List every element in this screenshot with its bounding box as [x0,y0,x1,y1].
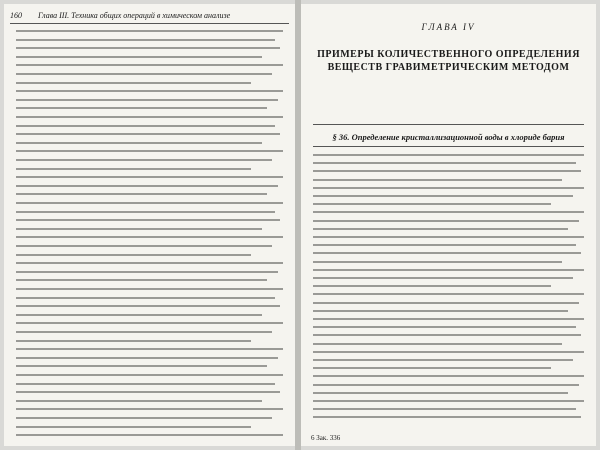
text-line-placeholder [16,288,283,290]
text-line-placeholder [313,228,568,230]
text-line-placeholder [313,334,581,336]
page-number: 160 [10,11,22,20]
right-page [301,4,596,446]
text-line-placeholder [16,426,251,428]
text-line-placeholder [313,244,576,246]
text-line-placeholder [16,400,262,402]
section-rule-bottom [313,146,584,147]
text-line-placeholder [313,367,551,369]
text-line-placeholder [313,302,579,304]
text-line-placeholder [313,392,568,394]
text-line-placeholder [16,159,272,161]
text-line-placeholder [16,202,283,204]
text-line-placeholder [313,211,584,213]
text-line-placeholder [16,408,283,410]
text-line-placeholder [16,116,283,118]
left-running-header [4,10,295,22]
text-line-placeholder [313,285,551,287]
text-line-placeholder [16,297,275,299]
text-line-placeholder [16,236,283,238]
text-line-placeholder [313,400,584,402]
text-line-placeholder [16,262,283,264]
text-line-placeholder [313,318,584,320]
text-line-placeholder [16,348,283,350]
text-line-placeholder [313,220,579,222]
text-line-placeholder [16,185,278,187]
section-rule-top [313,124,584,125]
text-line-placeholder [16,254,251,256]
text-line-placeholder [16,150,283,152]
text-line-placeholder [313,187,584,189]
text-line-placeholder [16,193,267,195]
text-line-placeholder [313,343,562,345]
text-line-placeholder [313,277,573,279]
text-line-placeholder [16,82,251,84]
text-line-placeholder [16,142,262,144]
text-line-placeholder [16,56,262,58]
text-line-placeholder [16,133,280,135]
text-line-placeholder [313,179,562,181]
text-line-placeholder [313,384,579,386]
text-line-placeholder [16,365,267,367]
text-line-placeholder [16,391,280,393]
text-line-placeholder [16,211,275,213]
text-line-placeholder [16,314,262,316]
text-line-placeholder [16,374,283,376]
text-line-placeholder [16,271,278,273]
text-line-placeholder [16,279,267,281]
text-line-placeholder [16,219,280,221]
text-line-placeholder [313,269,584,271]
chapter-heading: ПРИМЕРЫ КОЛИЧЕСТВЕННОГО ОПРЕДЕЛЕНИЯ ВЕЩЕСТВ ГРАВИМЕТРИЧЕСКИМ МЕТОДОМ [317,49,580,73]
text-line-placeholder [16,322,283,324]
text-line-placeholder [313,162,576,164]
text-line-placeholder [16,30,283,32]
text-line-placeholder [16,357,278,359]
text-line-placeholder [313,203,551,205]
text-line-placeholder [313,326,576,328]
text-line-placeholder [16,47,280,49]
header-rule [10,23,289,24]
text-line-placeholder [16,228,262,230]
text-line-placeholder [16,125,275,127]
text-line-placeholder [16,176,283,178]
section-title: § 36. Определение кристаллизационной воды в хлориде бария [332,132,565,142]
text-line-placeholder [313,359,573,361]
text-line-placeholder [313,236,584,238]
text-line-placeholder [16,340,251,342]
chapter-label: ГЛАВА IV [421,22,476,32]
text-line-placeholder [16,245,272,247]
text-line-placeholder [16,107,267,109]
text-line-placeholder [16,331,272,333]
text-line-placeholder [313,293,584,295]
text-line-placeholder [313,416,581,418]
left-page [4,4,295,446]
signature-mark: 6 Зак. 336 [311,434,341,442]
text-line-placeholder [16,168,251,170]
text-line-placeholder [313,408,576,410]
text-line-placeholder [313,154,584,156]
text-line-placeholder [16,64,283,66]
running-title: Глава III. Техника общих операций в химическом анализе [38,11,231,20]
text-line-placeholder [16,417,272,419]
text-line-placeholder [16,73,272,75]
text-line-placeholder [313,195,573,197]
text-line-placeholder [313,375,584,377]
text-line-placeholder [16,90,283,92]
text-line-placeholder [313,310,568,312]
text-line-placeholder [313,351,584,353]
text-line-placeholder [16,39,275,41]
text-line-placeholder [313,170,581,172]
text-line-placeholder [16,305,280,307]
text-line-placeholder [16,383,275,385]
text-line-placeholder [16,99,278,101]
text-line-placeholder [313,261,562,263]
text-line-placeholder [313,252,581,254]
text-line-placeholder [16,434,283,436]
